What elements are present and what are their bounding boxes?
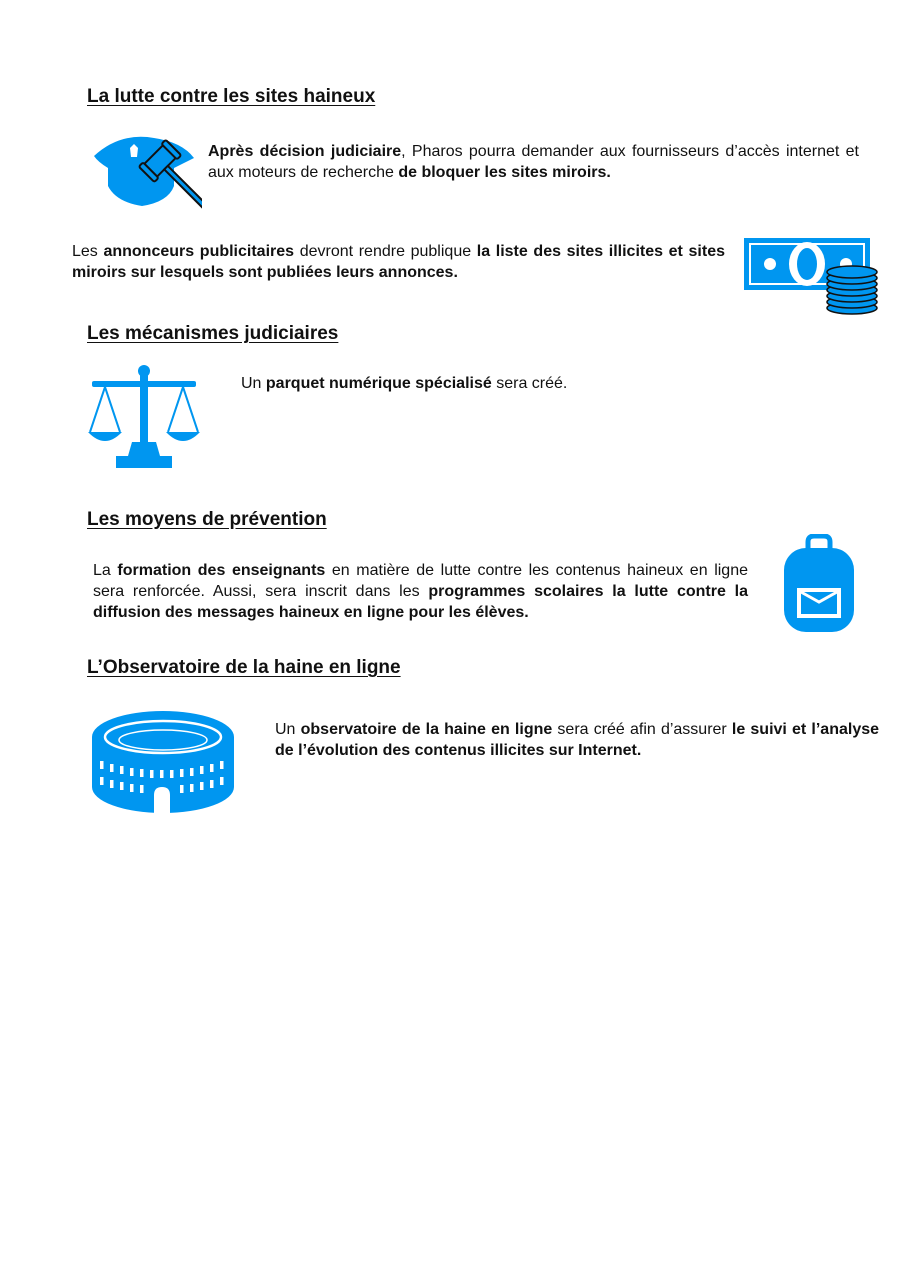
- para-formation: [93, 560, 748, 623]
- para-pharos: [208, 141, 859, 183]
- heading-observatoire: L’Observatoire de la haine en ligne: [87, 657, 401, 678]
- text-run: sera créé.: [491, 375, 568, 392]
- para-parquet: [241, 373, 821, 394]
- heading-moyens-prevention: Les moyens de prévention: [87, 509, 327, 530]
- text-run: La: [93, 562, 118, 579]
- text-run: Un: [241, 375, 266, 392]
- para-observatoire: [275, 719, 879, 761]
- colosseum-icon: [90, 709, 236, 822]
- text-run: la liste des sites illicites et sites miroirs sur lesquels sont publiées leurs annonces.: [72, 243, 725, 281]
- police-gavel-icon: [90, 128, 202, 229]
- text-run: programmes scolaires la lutte contre la diffusion des messages haineux en ligne pour les élèves.: [93, 583, 748, 621]
- text-run: formation des enseignants: [117, 562, 326, 579]
- heading-mecanismes-judiciaires: Les mécanismes judiciaires: [87, 323, 339, 344]
- para-annonceurs: [72, 241, 725, 283]
- text-run: devront rendre publique: [294, 243, 477, 260]
- text-run: en matière de lutte contre les contenus haineux en ligne sera renforcée. Aussi, sera inscrit dans les: [93, 562, 748, 600]
- heading-sites-haineux: La lutte contre les sites haineux: [87, 86, 376, 107]
- text-run: observatoire de la haine en ligne: [300, 721, 553, 738]
- scales-of-justice-icon: [86, 364, 204, 475]
- text-run: annonceurs publicitaires: [103, 243, 295, 260]
- money-coins-icon: [742, 236, 882, 321]
- text-run: Un: [275, 721, 301, 738]
- text-run: de bloquer les sites miroirs.: [398, 164, 611, 181]
- text-run: Après décision judiciaire: [208, 143, 402, 160]
- text-run: le suivi et l’analyse de l’évolution des contenus illicites sur Internet.: [275, 721, 880, 759]
- text-run: parquet numérique spécialisé: [265, 375, 492, 392]
- text-run: sera créé afin d’assurer: [552, 721, 732, 738]
- text-run: , Pharos pourra demander aux fournisseurs d’accès internet et aux moteurs de recherche: [208, 143, 859, 181]
- text-run: Les: [72, 243, 104, 260]
- backpack-icon: [782, 534, 856, 639]
